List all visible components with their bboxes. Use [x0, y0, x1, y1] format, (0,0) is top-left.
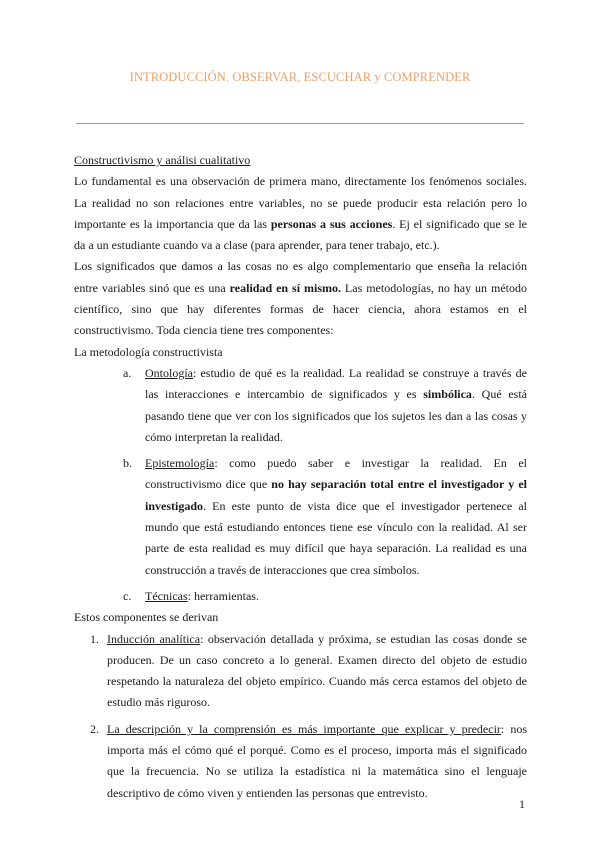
header-divider	[76, 123, 524, 124]
list-item-bold: simbólica	[423, 387, 472, 402]
list-item-descripcion	[90, 719, 527, 804]
derived-list	[74, 629, 527, 804]
paragraph-1	[74, 171, 527, 256]
list-marker: 1.	[90, 631, 99, 646]
list-item-ontologia	[123, 363, 528, 448]
paragraph-2-text-end: Las metodologías, no hay un método científico, sino que hay diferentes formas de hacer ciencia, ahora estamos en el constructivismo. Toda ciencia tiene tres componentes:	[74, 280, 528, 338]
list-marker: c.	[123, 588, 132, 603]
list-item-text: : estudio de qué es la realidad. La realidad se construye a través de las interacciones e intercambio de significados y es	[145, 365, 527, 402]
paragraph-2	[74, 256, 527, 341]
list-item-text-end: . Qué está pasando tiene que ver con los significados que los sujetos les dan a las cosas y cómo interpretan la realidad.	[145, 387, 528, 444]
paragraph-1-text: Lo fundamental es una observación de primera mano, directamente los fenómenos sociales. La realidad no son relaciones entre variables, no se puede producir esta relación pero lo importante es la importancia que da las	[74, 174, 527, 231]
list-item-bold: no hay separación total entre el investigador y el investigado	[145, 477, 527, 513]
list-item-tecnicas	[123, 586, 527, 607]
term-induccion: Inducción analítica	[107, 631, 201, 646]
list-item-text: : nos importa más el cómo qué el porqué. Como es el proceso, importa más el significado que la frecuencia. No se utiliza la estadística ni la matemática sino el lenguaje descriptivo de cómo viven y entienden las personas que entrevisto.	[107, 721, 527, 800]
list-item-text: : herramientas.	[187, 588, 259, 603]
document-body	[74, 150, 527, 804]
list-item-text: : como puedo saber e investigar la realidad. En el constructivismo dice que	[145, 456, 527, 492]
term-epistemologia: Epistemología	[145, 456, 215, 471]
list-marker: 2.	[90, 721, 99, 736]
list-item-induccion	[90, 629, 527, 714]
term-ontologia: Ontología	[145, 365, 193, 380]
list-marker: a.	[123, 365, 132, 380]
section-title-text: Constructivismo y análisi cualitativo	[74, 153, 251, 167]
components-list	[74, 363, 527, 607]
paragraph-2-text: Los significados que damos a las cosas no es algo complementario que enseña la relación entre variables sinó que es una	[74, 259, 527, 295]
section-title	[74, 150, 527, 171]
list-item-text: : observación detallada y próxima, se estudian las cosas donde se producen. De un caso concreto a lo general. Examen directo del objeto de estudio respetando la naturaleza del objeto empírico. Cuando más cerca estamos del objeto de estudio más riguroso.	[107, 631, 527, 710]
list-item-epistemologia	[123, 453, 527, 581]
page-number: 1	[519, 797, 525, 811]
paragraph-2-bold: realidad en sí mismo.	[229, 280, 341, 295]
term-tecnicas: Técnicas	[145, 588, 188, 603]
method-label: La metodología constructivista	[74, 344, 223, 359]
header-title: INTRODUCCIÓN. OBSERVAR, ESCUCHAR y COMPRENDER	[129, 70, 471, 84]
paragraph-1-bold: personas a sus acciones	[270, 216, 393, 231]
derive-label: Estos componentes se derivan	[74, 610, 219, 625]
term-descripcion: La descripción y la comprensión es más importante que explicar y predecir	[107, 721, 501, 736]
list-marker: b.	[123, 456, 132, 471]
paragraph-1-text-end: . Ej el significado que se le da a un estudiante cuando va a clase (para aprender, para tener trabajo, etc.).	[74, 216, 527, 253]
list-item-text-end: . En este punto de vista dice que el investigador pertenece al mundo que está estudiando entonces tiene ese vínculo con la realidad. Al ser parte de esta realidad es muy difícil que haya separación. La realidad es una construcción a través de interacciones que crea símbolos.	[145, 498, 527, 577]
